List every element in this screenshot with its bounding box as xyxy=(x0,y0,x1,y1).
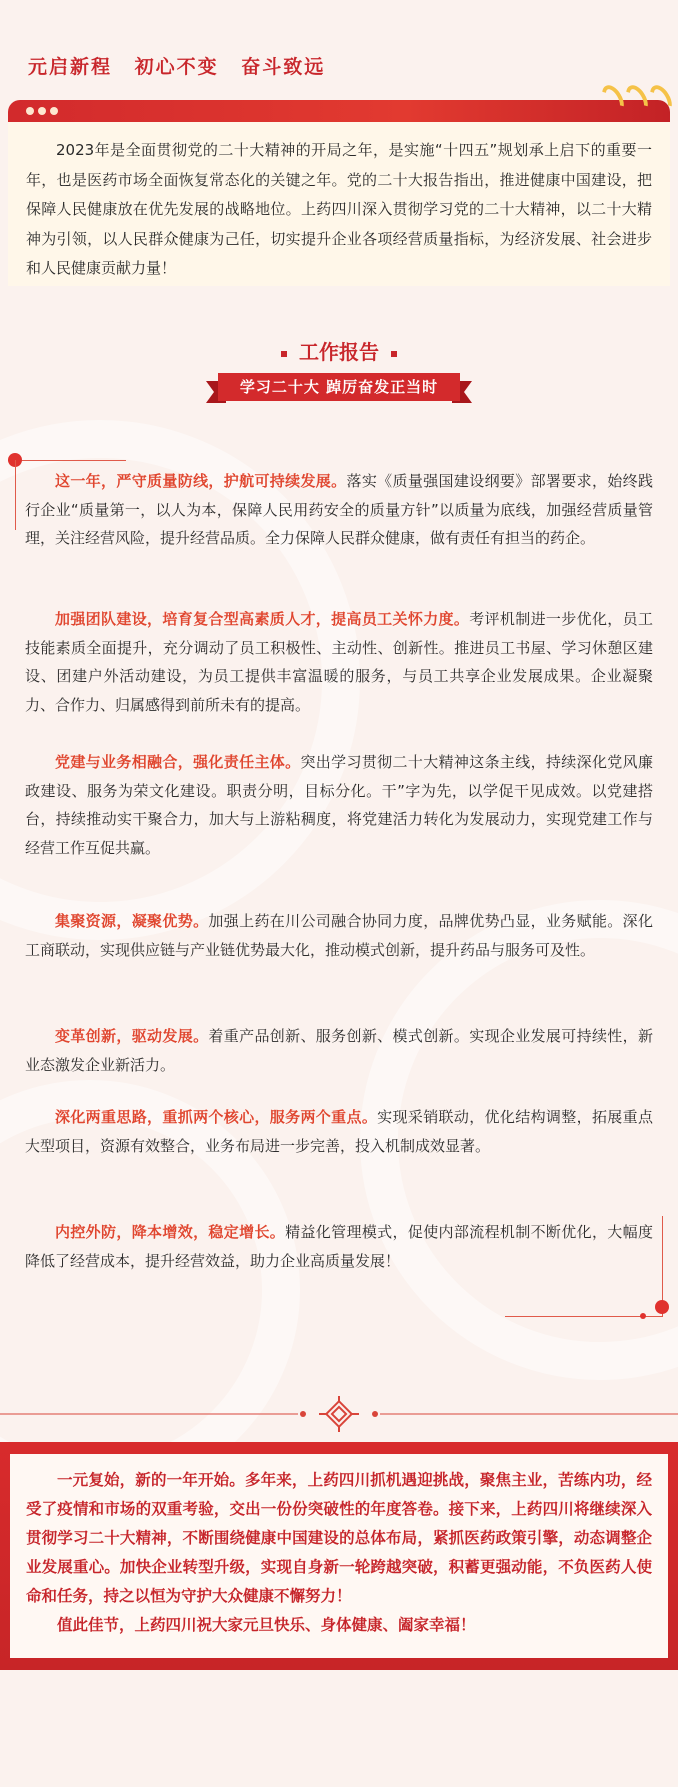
report-paragraph xyxy=(25,748,653,862)
report-paragraph xyxy=(25,1103,653,1160)
paragraph-body: 落实《质量强国建设纲要》部署要求，始终践行企业“质量第一，以人为本，保障人民用药安全的质量方针”以质量为底线，加强经营质量管理，关注经营风险，提升经营品质。全力保障人民群众健康，做有责任有担当的药企。 xyxy=(25,472,653,547)
dots-decoration xyxy=(26,107,58,115)
intro-card-header xyxy=(8,100,670,122)
closing-greeting: 值此佳节，上药四川祝大家元旦快乐、身体健康、阖家幸福！ xyxy=(57,1616,476,1634)
frame-line-top xyxy=(8,460,126,461)
paragraph-lead: 这一年，严守质量防线，护航可持续发展。 xyxy=(55,472,347,490)
paragraph-lead: 内控外防，降本增效，稳定增长。 xyxy=(55,1223,286,1241)
binder-rings-decoration xyxy=(604,84,670,114)
paragraph-lead: 变革创新，驱动发展。 xyxy=(55,1027,209,1045)
paragraph-lead: 深化两重思路，重抓两个核心，服务两个重点。 xyxy=(55,1108,378,1126)
paragraph-body: 考评机制进一步优化，员工技能素质全面提升，充分调动了员工积极性、主动性、创新性。推进员工书屋、学习休憩区建设、团建户外活动建设，为员工提供丰富温暖的服务，与员工共享企业发展成果。企业凝聚力、合作力、归属感得到前所未有的提高。 xyxy=(25,610,653,714)
frame-dot xyxy=(640,1313,646,1319)
report-paragraph xyxy=(25,605,653,719)
paragraph-body: 突出学习贯彻二十大精神这条主线，持续深化党风廉政建设、服务为荣文化建设。职责分明，目标分化。干”字为先，以学促干见成效。以党建搭台，持续推动实干聚合力，加大与上游粘稠度，将党建活力转化为发展动力，实现党建工作与经营工作互促共赢。 xyxy=(25,753,653,857)
page-title xyxy=(28,52,339,79)
paragraph-body: 着重产品创新、服务创新、模式创新。实现企业发展可持续性，新业态激发企业新活力。 xyxy=(25,1027,653,1074)
paragraph-body: 实现采销联动，优化结构调整，拓展重点大型项目，资源有效整合，业务布局进一步完善，投入机制成效显著。 xyxy=(25,1108,653,1155)
paragraph-lead: 集聚资源，凝聚优势。 xyxy=(55,912,209,930)
closing-paragraph: 一元复始，新的一年开始。多年来，上药四川抓机遇迎挑战，聚焦主业，苦练内功，经受了疫情和市场的双重考验，交出一份份突破性的年度答卷。接下来，上药四川将继续深入贯彻学习二十大精神，不断围绕健康中国建设的总体布局，紧抓医药政策引擎，动态调整企业发展重心。加快企业转型升级，实现自身新一轮跨越突破，积蓄更强动能，不负医药人使命和任务，持之以恒为守护大众健康不懈努力！ xyxy=(26,1471,652,1605)
section-title xyxy=(0,336,678,365)
intro-paragraph: 2023年是全面贯彻党的二十大精神的开局之年，是实施“十四五”规划承上启下的重要一年，也是医药市场全面恢复常态化的关键之年。党的二十大报告指出，推进健康中国建设，把保障人民健康放在优先发展的战略地位。上药四川深入贯彻学习党的二十大精神，以二十大精神为引领，以人民群众健康为己任，切实提升企业各项经营质量指标，为经济发展、社会进步和人民健康贡献力量！ xyxy=(8,122,670,286)
closing-card xyxy=(0,1442,678,1670)
frame-dot xyxy=(655,1300,669,1314)
title-part: 初心不变 xyxy=(134,56,219,78)
title-part: 元启新程 xyxy=(28,56,113,78)
section-title-text: 工作报告 xyxy=(299,340,379,364)
title-part: 奋斗致远 xyxy=(241,56,326,78)
square-bullet-icon xyxy=(391,351,397,357)
paragraph-lead: 加强团队建设，培育复合型高素质人才，提高员工关怀力度。 xyxy=(55,610,470,628)
paragraph-body: 加强上药在川公司融合协同力度，品牌优势凸显，业务赋能。深化工商联动，实现供应链与产业链优势最大化，推动模式创新，提升药品与服务可及性。 xyxy=(25,912,653,959)
report-paragraph xyxy=(25,907,653,964)
ribbon-banner xyxy=(206,373,472,403)
report-paragraph xyxy=(25,1218,653,1275)
square-bullet-icon xyxy=(281,351,287,357)
report-paragraph xyxy=(25,1022,653,1079)
paragraph-body: 精益化管理模式，促使内部流程机制不断优化，大幅度降低了经营成本，提升经营效益，助力企业高质量发展！ xyxy=(25,1223,653,1270)
knot-divider xyxy=(0,1394,678,1434)
frame-line-left xyxy=(15,460,16,530)
report-paragraph xyxy=(25,467,653,553)
paragraph-lead: 党建与业务相融合，强化责任主体。 xyxy=(55,753,301,771)
closing-card-body xyxy=(10,1454,668,1658)
ribbon-text: 学习二十大 踔厉奋发正当时 xyxy=(218,373,460,401)
